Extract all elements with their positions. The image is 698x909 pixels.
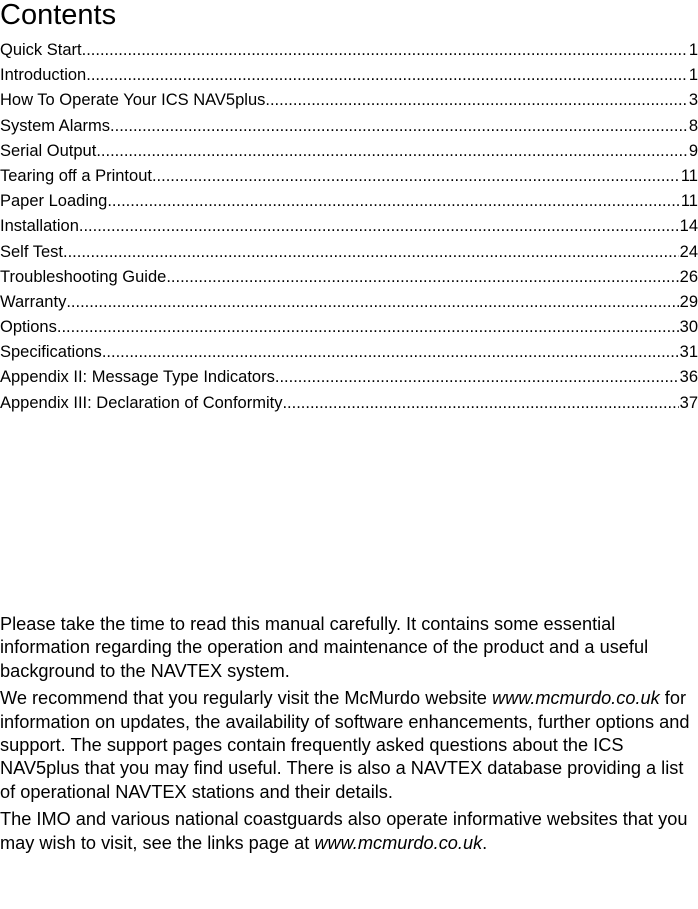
toc-entry[interactable] — [0, 315, 698, 340]
toc-entry-title: Appendix III: Declaration of Conformity — [0, 393, 283, 412]
toc-entry-title: Tearing off a Printout — [0, 166, 152, 185]
toc-dot-leader — [275, 365, 679, 390]
intro-paragraph-website — [0, 687, 698, 803]
toc-entry-page: 36 — [679, 368, 698, 387]
toc-entry-title: Appendix II: Message Type Indicators — [0, 368, 275, 387]
intro-paragraph-read-manual: Please take the time to read this manual carefully. It contains some essential information regarding the operation and maintenance of the product and a useful background to the NAVTEX system. — [0, 614, 649, 681]
toc-entry-page: 14 — [679, 217, 698, 236]
toc-entry[interactable] — [0, 340, 698, 365]
toc-entry-page: 3 — [688, 91, 698, 110]
toc-dot-leader — [96, 139, 688, 164]
toc-entry-page: 30 — [679, 318, 698, 337]
toc-entry[interactable] — [0, 189, 698, 214]
intro-paragraph-coastguards — [0, 808, 698, 855]
toc-entry-title: Warranty — [0, 292, 67, 311]
website-link[interactable]: www.mcmurdo.co.uk — [491, 688, 660, 709]
toc-dot-leader — [63, 240, 679, 265]
toc-entry[interactable] — [0, 139, 698, 164]
table-of-contents — [0, 38, 698, 416]
toc-dot-leader — [152, 164, 680, 189]
toc-entry-title: Options — [0, 318, 57, 337]
toc-entry-title: Self Test — [0, 242, 63, 261]
toc-entry[interactable] — [0, 391, 698, 416]
toc-entry-title: Paper Loading — [0, 192, 108, 211]
toc-entry-title: Specifications — [0, 343, 102, 362]
toc-dot-leader — [86, 63, 688, 88]
toc-dot-leader — [66, 290, 678, 315]
toc-entry-title: Introduction — [0, 66, 87, 85]
intro-section — [0, 613, 698, 859]
toc-entry-page: 1 — [688, 41, 698, 59]
toc-entry-page: 11 — [680, 192, 698, 211]
toc-dot-leader — [166, 265, 678, 290]
toc-dot-leader — [265, 88, 687, 113]
toc-dot-leader — [57, 315, 679, 340]
toc-entry[interactable] — [0, 214, 698, 239]
toc-entry[interactable] — [0, 164, 698, 189]
toc-entry-page: 11 — [680, 166, 698, 185]
toc-entry-page: 24 — [679, 242, 698, 261]
toc-entry-title: System Alarms — [0, 116, 111, 135]
toc-entry[interactable] — [0, 38, 698, 63]
toc-entry-page: 1 — [688, 66, 698, 85]
intro-text: for information on updates, the availability of software enhancements, further options and support. The support pages contain frequently asked questions about the ICS NAV5plus that you may find useful. There is also a NAVTEX database providing a list of operational NAVTEX stations and their details. — [0, 688, 690, 802]
toc-entry-page: 8 — [688, 116, 698, 135]
toc-dot-leader — [107, 189, 680, 214]
toc-entry[interactable] — [0, 265, 698, 290]
toc-entry-title: Serial Output — [0, 141, 97, 160]
toc-dot-leader — [82, 38, 688, 63]
website-link[interactable]: www.mcmurdo.co.uk — [314, 832, 483, 853]
toc-entry[interactable] — [0, 290, 698, 315]
toc-entry[interactable] — [0, 88, 698, 113]
toc-entry-page: 37 — [679, 393, 698, 412]
page-title: Contents — [0, 0, 117, 31]
toc-entry[interactable] — [0, 240, 698, 265]
toc-entry-page: 26 — [679, 267, 698, 286]
toc-entry[interactable] — [0, 114, 698, 139]
toc-dot-leader — [282, 391, 678, 416]
toc-entry[interactable] — [0, 365, 698, 390]
toc-entry[interactable] — [0, 63, 698, 88]
intro-text: We recommend that you regularly visit the McMurdo website — [0, 688, 492, 709]
toc-entry-title: Quick Start — [0, 41, 82, 59]
toc-dot-leader — [102, 340, 679, 365]
toc-entry-title: Installation — [0, 217, 79, 236]
toc-entry-page: 31 — [679, 343, 698, 362]
toc-entry-page: 29 — [679, 292, 698, 311]
toc-dot-leader — [110, 114, 688, 139]
toc-entry-page: 9 — [688, 141, 698, 160]
intro-text: The IMO and various national coastguards also operate informative websites that you may wish to visit, see the links page at — [0, 809, 688, 853]
toc-entry-title: How To Operate Your ICS NAV5plus — [0, 91, 266, 110]
toc-entry-title: Troubleshooting Guide — [0, 267, 167, 286]
intro-text: . — [482, 832, 488, 853]
toc-dot-leader — [79, 214, 679, 239]
